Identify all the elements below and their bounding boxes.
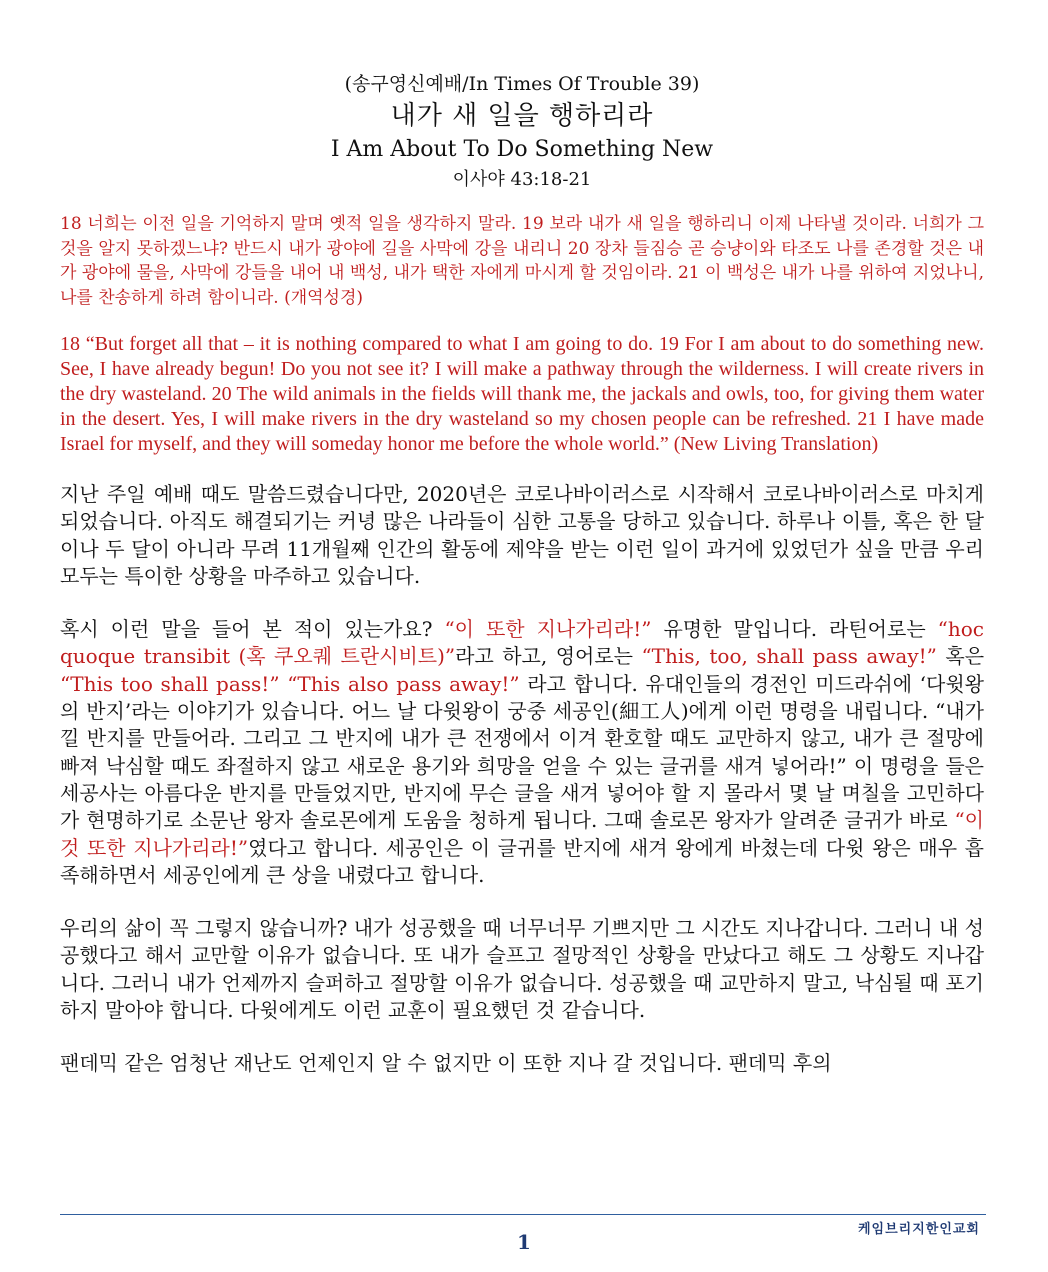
sermon-title-korean: 내가 새 일을 행하리라 — [390, 101, 654, 131]
scripture-reference: 이사야 43:18-21 — [452, 169, 592, 190]
sermon-header — [60, 70, 984, 194]
body-paragraph-1: 지난 주일 예배 때도 말씀드렸습니다만, 2020년은 코로나바이러스로 시작해서 코로나바이러스로 마치게 되었습니다. 아직도 해결되기는 커녕 많은 나라들이 심한 고통을 당하고 있습니다. 하루나 이틀, 혹은 한 달이나 두 달이 아니라 무려 11개월째 인간의 활동에 제약을 받는 이런 일이 과거에 있었던가 싶을 만큼 우리 모두는 특이한 상황을 마주하고 있습니다. — [60, 482, 984, 588]
paragraph-text: 혹은 — [936, 644, 985, 669]
paragraph-text: 유명한 말입니다. 라틴어로는 — [651, 617, 938, 642]
highlighted-quote: “This too shall pass!” — [60, 671, 280, 696]
sermon-title-english: I Am About To Do Something New — [330, 137, 714, 162]
highlighted-quote: “이것 또한 지나가리라!” — [60, 808, 984, 860]
body-paragraph-4: 팬데믹 같은 엄청난 재난도 언제인지 알 수 없지만 이 또한 지나 갈 것입니다. 팬데믹 후의 — [60, 1051, 832, 1076]
paragraph-text: 였다고 합니다. 세공인은 이 글귀를 반지에 새겨 왕에게 바쳤는데 다윗 왕은 매우 흡족해하면서 세공인에게 큰 상을 내렸다고 합니다. — [60, 835, 984, 887]
footer-divider — [60, 1214, 986, 1215]
highlighted-quote: “This also pass away!” — [287, 671, 520, 696]
body-paragraph-2 — [60, 616, 984, 889]
highlighted-quote: “This, too, shall pass away!” — [641, 644, 937, 669]
church-name: 케임브리지한인교회 — [857, 1222, 980, 1237]
paragraph-text: 라고 합니다. 유대인들의 경전인 미드라쉬에 ‘다윗왕의 반지’라는 이야기가 있습니다. 어느 날 다윗왕이 궁중 세공인(細工人)에게 이런 명령을 내립니다. “내가 낄 반지를 만들어라. 그리고 그 반지에 내가 큰 전쟁에서 이겨 환호할 때도 교만하지 않고, 내가 큰 절망에 빠져 낙심할 때도 좌절하지 않고 새로운 용기와 희망을 얻을 수 있는 글귀를 새겨 넣어라!” 이 명령을 들은 세공사는 아름다운 반지를 만들었지만, 반지에 무슨 글을 새겨 넣어야 할 지 몰라서 몇 날 며칠을 고민하다가 현명하기로 소문난 왕자 솔로몬에게 도움을 청하게 됩니다. 그때 솔로몬 왕자가 알려준 글귀가 바로 — [60, 671, 984, 833]
scripture-korean: 18 너희는 이전 일을 기억하지 말며 옛적 일을 생각하지 말라. 19 보라 내가 새 일을 행하리니 이제 나타낼 것이라. 너희가 그것을 알지 못하겠느냐? 반드시 내가 광야에 길을 사막에 강을 내리니 20 장차 들짐승 곧 승냥이와 타조도 나를 존경할 것은 내가 광야에 물을, 사막에 강들을 내어 내 백성, 내가 택한 자에게 마시게 할 것임이라. 21 이 백성은 내가 나를 위하여 지었나니, 나를 찬송하게 하려 함이니라. (개역성경) — [60, 214, 984, 308]
paragraph-text: 혹시 이런 말을 들어 본 적이 있는가요? — [60, 617, 445, 642]
sermon-page — [60, 70, 984, 1078]
scripture-english: 18 “But forget all that – it is nothing compared to what I am going to do. 19 For I am about to do something new. See, I have already begun! Do you not see it? I will make a pathway through the wilderness. I will create rivers in the dry wasteland. 20 The wild animals in the fields will thank me, the jackals and owls, too, for giving them water in the desert. Yes, I will make rivers in the dry wasteland so my chosen people can be refreshed. 21 I have made Israel for myself, and they will someday honor me before the whole world.” (New Living Translation) — [60, 333, 984, 455]
series-title: (송구영신예배/In Times Of Trouble 39) — [344, 73, 700, 95]
paragraph-text: 라고 하고, 영어로는 — [455, 644, 642, 669]
page-number: 1 — [517, 1230, 531, 1254]
highlighted-quote: “이 또한 지나가리라!” — [444, 617, 652, 642]
highlighted-quote: “hoc quoque transibit (혹 쿠오퀘 트란시비트)” — [60, 617, 984, 669]
body-paragraph-3: 우리의 삶이 꼭 그렇지 않습니까? 내가 성공했을 때 너무너무 기쁘지만 그 시간도 지나갑니다. 그러니 내 성공했다고 해서 교만할 이유가 없습니다. 또 내가 슬프고 절망적인 상황을 만났다고 해도 그 상황도 지나갑니다. 그러니 내가 언제까지 슬퍼하고 절망할 이유가 없습니다. 성공했을 때 교만하지 말고, 낙심될 때 포기하지 말아야 합니다. 다윗에게도 이런 교훈이 필요했던 것 같습니다. — [60, 916, 984, 1023]
